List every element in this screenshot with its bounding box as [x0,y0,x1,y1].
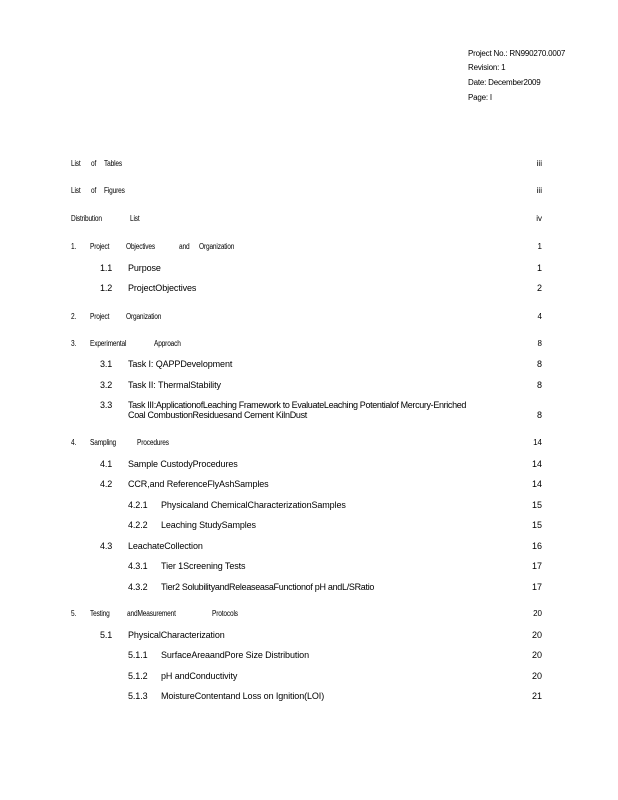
toc-page: 4 [537,312,542,321]
toc-number: 3.2 [100,380,113,390]
toc-number: 1. [71,242,77,251]
toc-title-word: List [130,214,140,223]
toc-number: 5.1.2 [128,671,148,681]
toc-title-word: Experimental [90,339,127,348]
toc-number: 5.1 [100,630,113,640]
toc-page: iv [536,214,542,223]
toc-page: 14 [533,438,542,447]
toc-title: PhysicalCharacterization [128,630,225,640]
toc-title: LeachateCollection [128,541,203,551]
toc-page: 8 [536,410,542,420]
toc-number: 4.3.2 [128,582,148,592]
toc-title-word: and [179,242,190,251]
toc-page: 1 [537,242,542,251]
toc-title: SurfaceAreaandPore Size Distribution [161,650,309,660]
toc-title: Task I: QAPPDevelopment [128,359,233,369]
toc-title-word: Project [90,242,110,251]
toc-number: 4.2 [100,479,113,489]
toc-page: 20 [531,671,542,681]
toc-title-word: Protocols [212,609,238,618]
toc-number: 5.1.3 [128,691,148,701]
toc-number: 3. [71,339,77,348]
toc-page: iii [536,159,542,168]
toc-page: 17 [531,582,542,592]
toc-page: 14 [531,459,542,469]
toc-title: Task III:ApplicationofLeaching Framework to EvaluateLeaching Potentialof Mercury-Enriched [128,400,467,410]
toc-number: 4.2.2 [128,520,148,530]
toc-number: 5.1.1 [128,650,148,660]
toc-title-word: List [71,159,81,168]
toc-title-word: Figures [104,186,125,195]
toc-title: MoistureContentand Loss on Ignition(LOI) [161,691,325,701]
toc-title-word: Distribution [71,214,102,223]
toc-title: Task II: ThermalStability [128,380,221,390]
toc-number: 3.3 [100,400,113,410]
toc-number: 4.3 [100,541,113,551]
toc-title: pH andConductivity [161,671,238,681]
toc-page: 2 [536,283,542,293]
toc-page: 14 [531,479,542,489]
toc-page: 8 [536,359,542,369]
toc-number: 3.1 [100,359,113,369]
toc-page: iii [536,186,542,195]
toc-page: 20 [531,650,542,660]
toc-page: 8 [537,339,542,348]
revision: Revision: 1 [468,63,506,72]
toc-title: Leaching StudySamples [161,520,256,530]
toc-title-word: Tables [104,159,122,168]
toc-page: 8 [536,380,542,390]
toc-title-word: of [91,186,97,195]
toc-title-word: Project [90,312,110,321]
toc-number: 1.1 [100,263,113,273]
toc-number: 4.1 [100,459,113,469]
toc-page: 20 [533,609,542,618]
toc-title: Sample CustodyProcedures [128,459,238,469]
toc-number: 1.2 [100,283,113,293]
toc-number: 4.3.1 [128,561,148,571]
toc-number: 2. [71,312,77,321]
toc-page: 15 [531,500,542,510]
toc-title: Tier 1Screening Tests [161,561,246,571]
toc-title-word: List [71,186,81,195]
toc-title-word: Organization [199,242,235,251]
toc-number: 5. [71,609,77,618]
toc-number: 4. [71,438,77,447]
toc-title-word: Procedures [137,438,169,447]
toc-page: 1 [536,263,542,273]
toc-page: 21 [531,691,542,701]
page-number: Page: I [468,93,492,102]
toc-title-word: Testing [90,609,110,618]
toc-title: Physicaland ChemicalCharacterizationSamples [161,500,346,510]
date: Date: December2009 [468,78,541,87]
toc-page: 17 [531,561,542,571]
toc-page: 16 [531,541,542,551]
toc-number: 4.2.1 [128,500,148,510]
toc-title-word: Organization [126,312,162,321]
toc-title: Purpose [128,263,161,273]
project-number: Project No.: RN990270.0007 [468,49,566,58]
toc-title-word: andMeasurement [127,609,176,618]
toc-title-word: Approach [154,339,181,348]
toc-title-word: Sampling [90,438,117,447]
toc-title: CCR,and ReferenceFlyAshSamples [128,479,269,489]
toc-title: ProjectObjectives [128,283,197,293]
toc-title-word: Objectives [126,242,155,251]
toc-title-word: of [91,159,97,168]
toc-title-continued: Coal CombustionResiduesand Cement KilnDust [128,410,307,420]
toc-page: 15 [531,520,542,530]
toc-page: 20 [531,630,542,640]
toc-title: Tier2 SolubilityandReleaseasaFunctionof pH andL/SRatio [161,582,375,592]
